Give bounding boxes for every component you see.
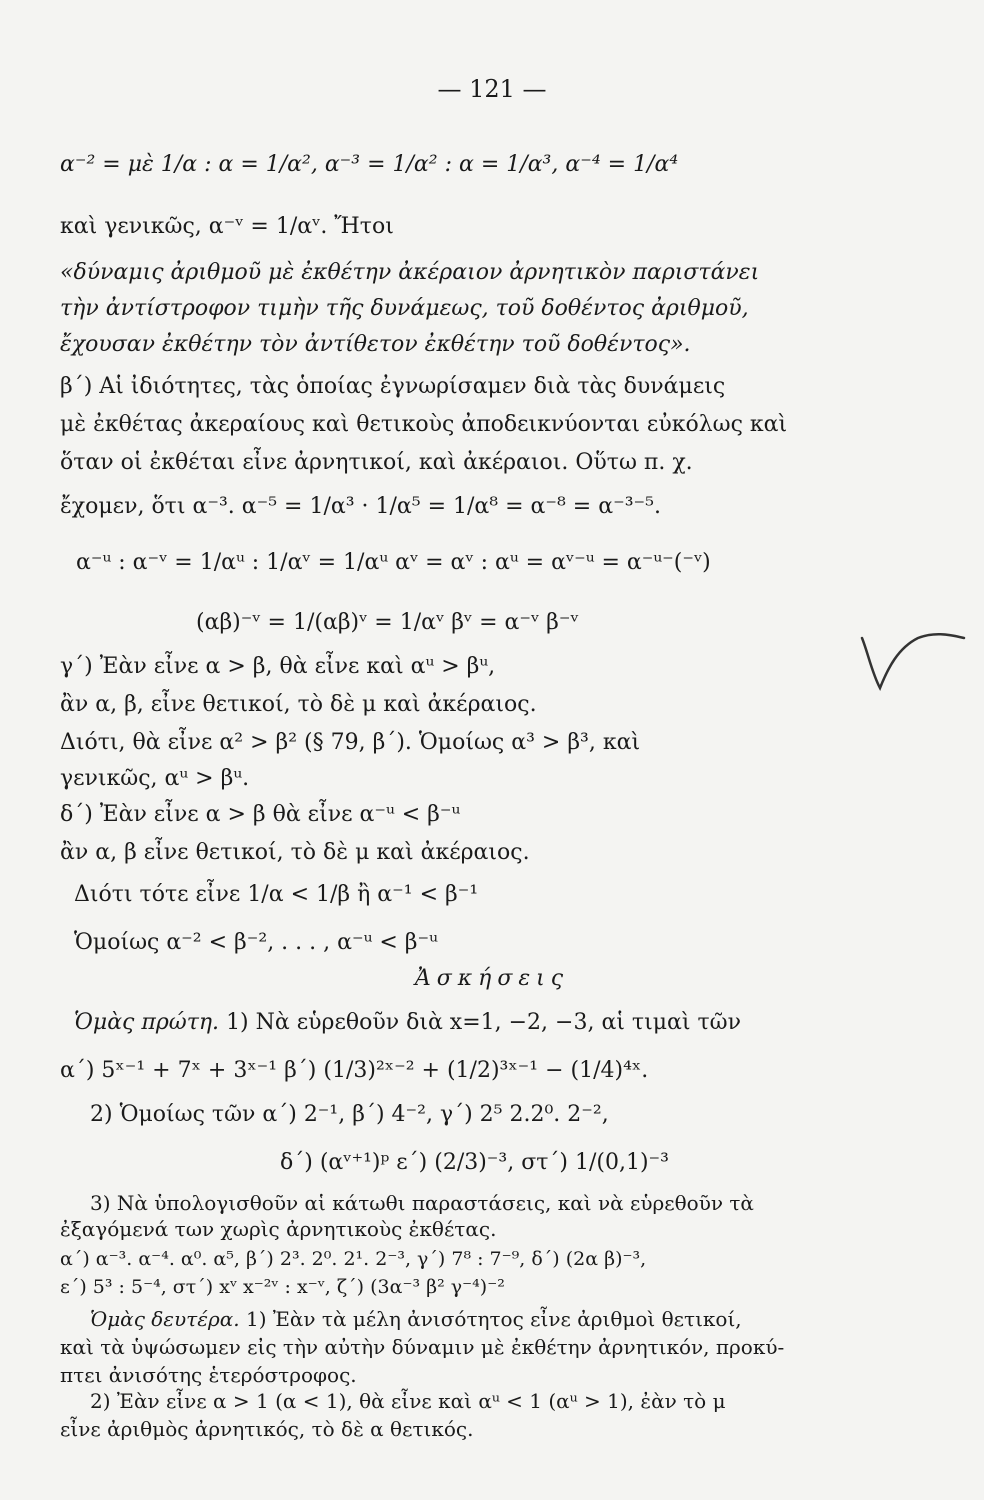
property-gamma-line-3: Διότι, θὰ εἶνε α² > β² (§ 79, β΄). Ὁμοίως α³ > β³, καὶ <box>60 730 641 755</box>
group-one-line <box>74 1008 894 1038</box>
group-two-line-2: καὶ τὰ ὑψώσωμεν εἰς τὴν αὐτὴν δύναμιν μὲ ἐκθέτην ἀρνητικόν, προκύ- <box>60 1335 785 1359</box>
rule-line-2: τὴν ἀντίστροφον τιμὴν τῆς δυνάμεως, τοῦ δοθέντος ἀριθμοῦ, <box>60 296 749 321</box>
group-two-label: Ὁμὰς δευτέρα. <box>90 1307 240 1331</box>
rule-line-1: «δύναμις ἀριθμοῦ μὲ ἐκθέτην ἀκέραιον ἀρνητικὸν παριστάνει <box>60 260 760 285</box>
group-two-line-4: 2) Ἐὰν εἶνε α > 1 (α < 1), θὰ εἶνε καὶ αᵘ < 1 (αᵘ > 1), ἐὰν τὸ μ <box>90 1389 726 1413</box>
exercise-3-line-4: ε΄) 5³ : 5⁻⁴, στ΄) xᵛ x⁻²ᵛ : x⁻ᵛ, ζ΄) (3α⁻³ β² γ⁻⁴)⁻² <box>60 1276 505 1298</box>
property-delta-line-4: Ὁμοίως α⁻² < β⁻², . . . , α⁻ᵘ < β⁻ᵘ <box>74 930 438 955</box>
exercise-1-text: 1) Νὰ εὑρεθοῦν διὰ x=1, −2, −3, αἱ τιμαὶ τῶν <box>226 1010 741 1035</box>
property-gamma-line-1: γ΄) Ἐὰν εἶνε α > β, θὰ εἶνε καὶ αᵘ > βᵘ, <box>60 654 496 679</box>
general-formula-line: καὶ γενικῶς, α⁻ᵛ = 1/αᵛ. Ἤτοι <box>60 214 394 239</box>
exercise-3-line-3: α΄) α⁻³. α⁻⁴. α⁰. α⁵, β΄) 2³. 2⁰. 2¹. 2⁻³, γ΄) 7⁸ : 7⁻⁹, δ΄) (2α β)⁻³, <box>60 1248 647 1270</box>
group-two-line-1: 1) Ἐὰν τὰ μέλη ἀνισότητος εἶνε ἀριθμοὶ θετικοί, <box>245 1307 742 1331</box>
exercise-3-line-1: 3) Νὰ ὑπολογισθοῦν αἱ κάτωθι παραστάσεις, καὶ νὰ εὑρεθοῦν τὰ <box>90 1191 754 1215</box>
group-two-line-3: πτει ἀνισότης ἑτερόστροφος. <box>60 1363 357 1387</box>
exercises-heading: Ἀσκήσεις <box>414 966 570 991</box>
property-beta-line-5: α⁻ᵘ : α⁻ᵛ = 1/αᵘ : 1/αᵛ = 1/αᵘ αᵛ = αᵛ : αᵘ = αᵛ⁻ᵘ = α⁻ᵘ⁻(⁻ᵛ) <box>76 550 711 575</box>
page-number: — 121 — <box>437 75 547 103</box>
negative-powers-line: α⁻² = μὲ 1/α : α = 1/α², α⁻³ = 1/α² : α = 1/α³, α⁻⁴ = 1/α⁴ <box>60 152 679 177</box>
property-beta-line-3: ὅταν οἱ ἐκθέται εἶνε ἀρνητικοί, καὶ ἀκέραιοι. Οὕτω π. χ. <box>60 450 693 475</box>
property-delta-line-3: Διότι τότε εἶνε 1/α < 1/β ἢ α⁻¹ < β⁻¹ <box>74 882 479 907</box>
rule-line-3: ἔχουσαν ἐκθέτην τὸν ἀντίθετον ἐκθέτην τοῦ δοθέντος». <box>60 332 691 357</box>
group-two-line-5: εἶνε ἀριθμὸς ἀρνητικός, τὸ δὲ α θετικός. <box>60 1417 474 1441</box>
property-beta-line-2: μὲ ἐκθέτας ἀκεραίους καὶ θετικοὺς ἀποδεικνύονται εὐκόλως καὶ <box>60 412 788 437</box>
property-delta-line-1: δ΄) Ἐὰν εἶνε α > β θὰ εἶνε α⁻ᵘ < β⁻ᵘ <box>60 802 461 827</box>
property-beta-line-4: ἔχομεν, ὅτι α⁻³. α⁻⁵ = 1/α³ · 1/α⁵ = 1/α⁸ = α⁻⁸ = α⁻³⁻⁵. <box>60 494 661 519</box>
property-beta-line-6: (αβ)⁻ᵛ = 1/(αβ)ᵛ = 1/αᵛ βᵛ = α⁻ᵛ β⁻ᵛ <box>196 610 579 635</box>
exercise-2-line-2: δ΄) (αᵛ⁺¹)ᵖ ε΄) (2/3)⁻³, στ΄) 1/(0,1)⁻³ <box>280 1150 669 1175</box>
exercise-3-line-2: ἐξαγόμενά των χωρὶς ἀρνητικοὺς ἐκθέτας. <box>60 1217 497 1241</box>
property-gamma-line-4: γενικῶς, αᵘ > βᵘ. <box>60 766 250 791</box>
group-one-label: Ὁμὰς πρώτη. <box>74 1010 220 1035</box>
exercise-2-line-1: 2) Ὁμοίως τῶν α΄) 2⁻¹, β΄) 4⁻², γ΄) 2⁵ 2.2⁰. 2⁻², <box>90 1102 609 1127</box>
handwritten-check-mark <box>858 618 968 698</box>
property-delta-line-2: ἂν α, β εἶνε θετικοί, τὸ δὲ μ καὶ ἀκέραιος. <box>60 840 530 865</box>
property-beta-line-1: β΄) Αἱ ἰδιότητες, τὰς ὁποίας ἐγνωρίσαμεν διὰ τὰς δυνάμεις <box>60 374 726 399</box>
group-two-line <box>90 1304 894 1334</box>
property-gamma-line-2: ἂν α, β, εἶνε θετικοί, τὸ δὲ μ καὶ ἀκέραιος. <box>60 692 537 717</box>
exercise-1-items: α΄) 5ˣ⁻¹ + 7ˣ + 3ˣ⁻¹ β΄) (1/3)²ˣ⁻² + (1/2)³ˣ⁻¹ − (1/4)⁴ˣ. <box>60 1058 649 1083</box>
